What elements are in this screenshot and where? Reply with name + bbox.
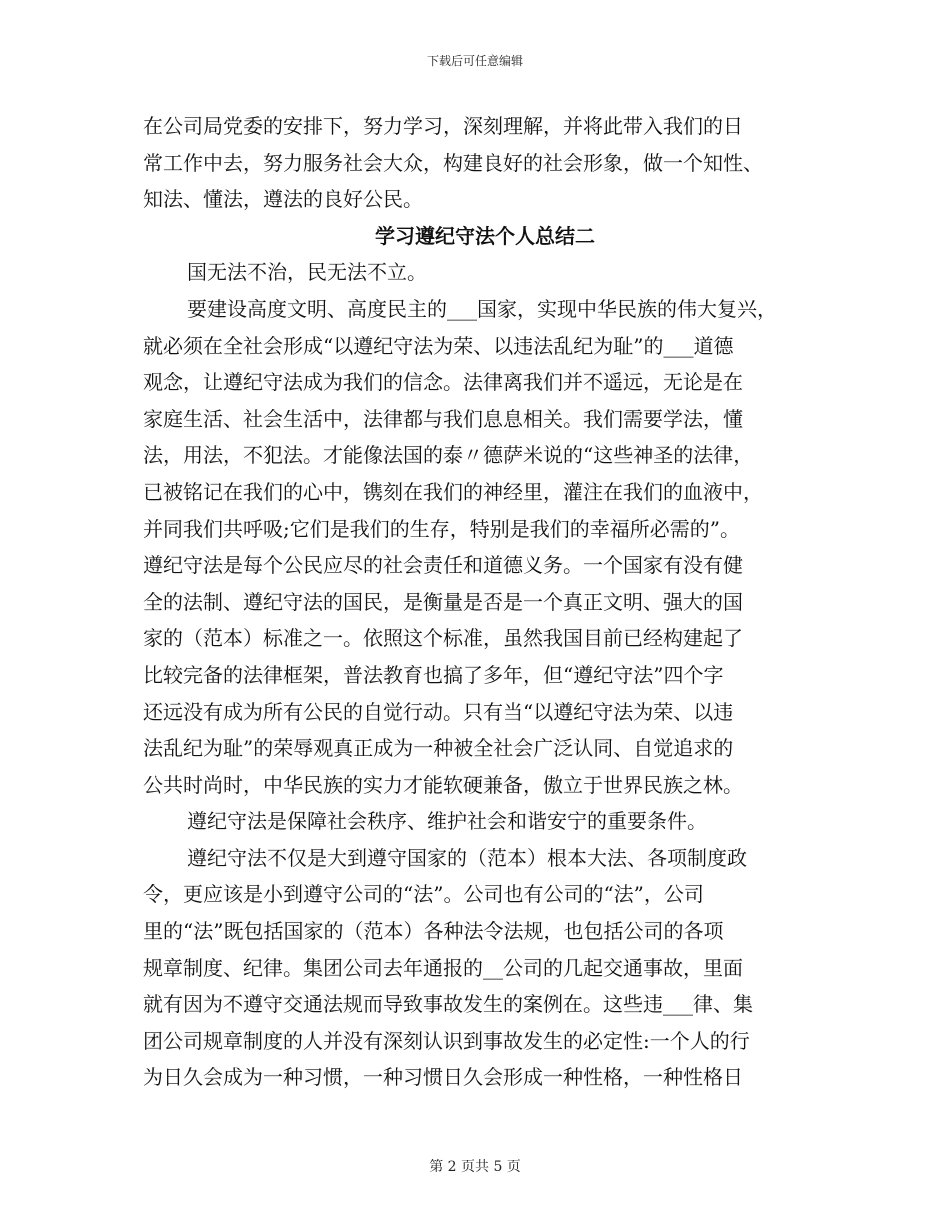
text-line: 就必须在全社会形成“以遵纪守法为荣、以违法乱纪为耻”的___道德 bbox=[143, 333, 734, 358]
text-line: 就有因为不遵守交通法规而导致事故发生的案例在。这些违___律、集 bbox=[143, 992, 753, 1017]
text-line: 知法、懂法，遵法的良好公民。 bbox=[143, 187, 423, 212]
page-header-note: 下载后可任意编辑 bbox=[426, 54, 523, 68]
text-line: 家庭生活、社会生活中，法律都与我们息息相关。我们需要学法，懂 bbox=[143, 406, 743, 431]
text-line: 规章制度、纪律。集团公司去年通报的__公司的几起交通事故，里面 bbox=[143, 955, 743, 980]
text-line: 并同我们共呼吸;它们是我们的生存，特别是我们的幸福所必需的”。 bbox=[143, 516, 740, 541]
paragraph-start-line: 国无法不治，民无法不立。 bbox=[187, 260, 427, 285]
section-heading: 学习遵纪守法个人总结二 bbox=[375, 223, 595, 248]
text-line: 里的“法”既包括国家的（范本）各种法令法规，也包括公司的各项 bbox=[143, 919, 724, 944]
text-line: 在公司局党委的安排下，努力学习，深刻理解，并将此带入我们的日 bbox=[143, 114, 743, 138]
page-number-footer: 第 2 页共 5 页 bbox=[429, 1159, 521, 1175]
text-line: 法，用法，不犯法。才能像法国的泰〃德萨米说的“这些神圣的法律， bbox=[143, 443, 754, 468]
text-line: 常工作中去，努力服务社会大众，构建良好的社会形象，做一个知性、 bbox=[143, 150, 763, 175]
text-line: 遵纪守法是每个公民应尽的社会责任和道德义务。一个国家有没有健 bbox=[143, 553, 743, 578]
paragraph-start-line: 遵纪守法不仅是大到遵守国家的（范本）根本大法、各项制度政 bbox=[187, 845, 747, 870]
text-line: 家的（范本）标准之一。依照这个标准，虽然我国目前已经构建起了 bbox=[143, 626, 743, 651]
text-line: 全的法制、遵纪守法的国民，是衡量是否是一个真正文明、强大的国 bbox=[143, 589, 743, 614]
text-line: 令，更应该是小到遵守公司的“法”。公司也有公司的“法”，公司 bbox=[143, 882, 704, 907]
text-line: 为日久会成为一种习惯，一种习惯日久会形成一种性格，一种性格日 bbox=[143, 1065, 743, 1090]
document-body bbox=[143, 108, 833, 1096]
text-line: 观念，让遵纪守法成为我们的信念。法律离我们并不遥远，无论是在 bbox=[143, 370, 743, 395]
text-line: 团公司规章制度的人并没有深刻认识到事故发生的必定性:一个人的行 bbox=[143, 1028, 750, 1053]
text-line: 法乱纪为耻”的荣辱观真正成为一种被全社会广泛认同、自觉追求的 bbox=[143, 736, 734, 761]
text-line: 公共时尚时，中华民族的实力才能软硬兼备，傲立于世界民族之林。 bbox=[143, 772, 743, 797]
text-line: 还远没有成为所有公民的自觉行动。只有当“以遵纪守法为荣、以违 bbox=[143, 699, 734, 724]
text-line: 已被铭记在我们的心中，镌刻在我们的神经里，灌注在我们的血液中， bbox=[143, 479, 763, 504]
paragraph-start-line: 遵纪守法是保障社会秩序、维护社会和谐安宁的重要条件。 bbox=[187, 809, 707, 834]
paragraph-start-line: 要建设高度文明、高度民主的___国家，实现中华民族的伟大复兴， bbox=[187, 296, 777, 321]
text-line: 比较完备的法律框架，普法教育也搞了多年，但“遵纪守法”四个字 bbox=[143, 662, 724, 687]
